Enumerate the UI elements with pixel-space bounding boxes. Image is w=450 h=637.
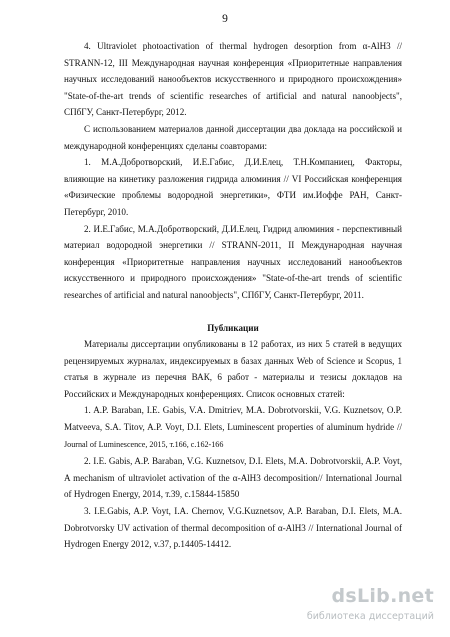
watermark-caption: библиотека диссертаций [306,611,434,622]
publication-item-1-journal: Journal of Luminescence, 2015, т.166, с.162-166 [64,439,224,449]
document-body [64,38,402,553]
watermark [302,585,434,625]
watermark-logo: dsLib.net [331,585,434,607]
page-number: 9 [222,13,228,25]
publication-item-1 [64,402,402,453]
publication-item-1-main: 1. A.P. Baraban, I.E. Gabis, V.A. Dmitriev, M.A. Dobrotvorskii, V.G. Kuznetsov, O.P. Matveeva, S.A. Titov, A.P. Voyt, D.I. Elets, Luminescent properties of aluminum hydride // [64,405,402,433]
paragraph-coauthor-2: 2. И.Е.Габис, М.А.Добротворский, Д.И.Елец, Гидрид алюминия - перспективный материал водородной энергетики // STRANN-2011, II Международная научная конференция «Приоритетные направления научных исследований нанообъектов искусственного и природного происхождения» "State-of-the-art trends of scientific researches of artificial and natural nanoobjects", СПбГУ, Санкт-Петербург, 2011. [64,223,402,300]
paragraph-coauthor-intro: С использованием материалов данной диссертации два доклада на российской и международной конференциях сделаны соавторами: [64,123,402,151]
publication-item-2: 2. I.E. Gabis, A.P. Baraban, V.G. Kuznetsov, D.I. Elets, M.A. Dobrotvorskii, A.P. Voyt, A mechanism of ultraviolet activation of the α-AlH3 decomposition// International Journal of Hydrogen Energy, 2014, т.39, с.15844-15850 [64,456,402,500]
paragraph-coauthor-1: 1. М.А.Добротворский, И.Е.Габис, Д.И.Елец, Т.Н.Компаниец, Факторы, влияющие на кинетику разложения гидрида алюминия // VI Российская конференция «Физические проблемы водородной энергетики», ФТИ им.Иоффе РАН, Санкт-Петербург, 2010. [64,157,402,217]
publication-item-3: 3. I.E.Gabis, A.P. Voyt, I.A. Chernov, V.G.Kuznetsov, A.P. Baraban, D.I. Elets, M.A. Dobrotvorsky UV activation of thermal decomposition of α-AlH3 // International Journal of Hydrogen Energy 2012, v.37, p.14405-14412. [64,506,402,550]
section-heading-publications: Публикации [207,322,259,333]
paragraph-publications-summary: Материалы диссертации опубликованы в 12 работах, из них 5 статей в ведущих рецензируемых журналах, индексируемых в базах данных Web of Science и Scopus, 1 статья в журнале из перечня ВАК, 6 работ - материалы и тезисы докладов на Российских и Международных конференциях. Список основных статей: [64,339,402,399]
paragraph-conference-4: 4. Ultraviolet photoactivation of thermal hydrogen desorption from α-AlH3 // STRANN-12, III Международная научная конференция «Приоритетные направления научных исследований нанообъектов искусственного и природного происхождения» "State-of-the-art trends of scientific researches of artificial and natural nanoobjects", СПбГУ, Санкт-Петербург, 2012. [64,41,402,118]
